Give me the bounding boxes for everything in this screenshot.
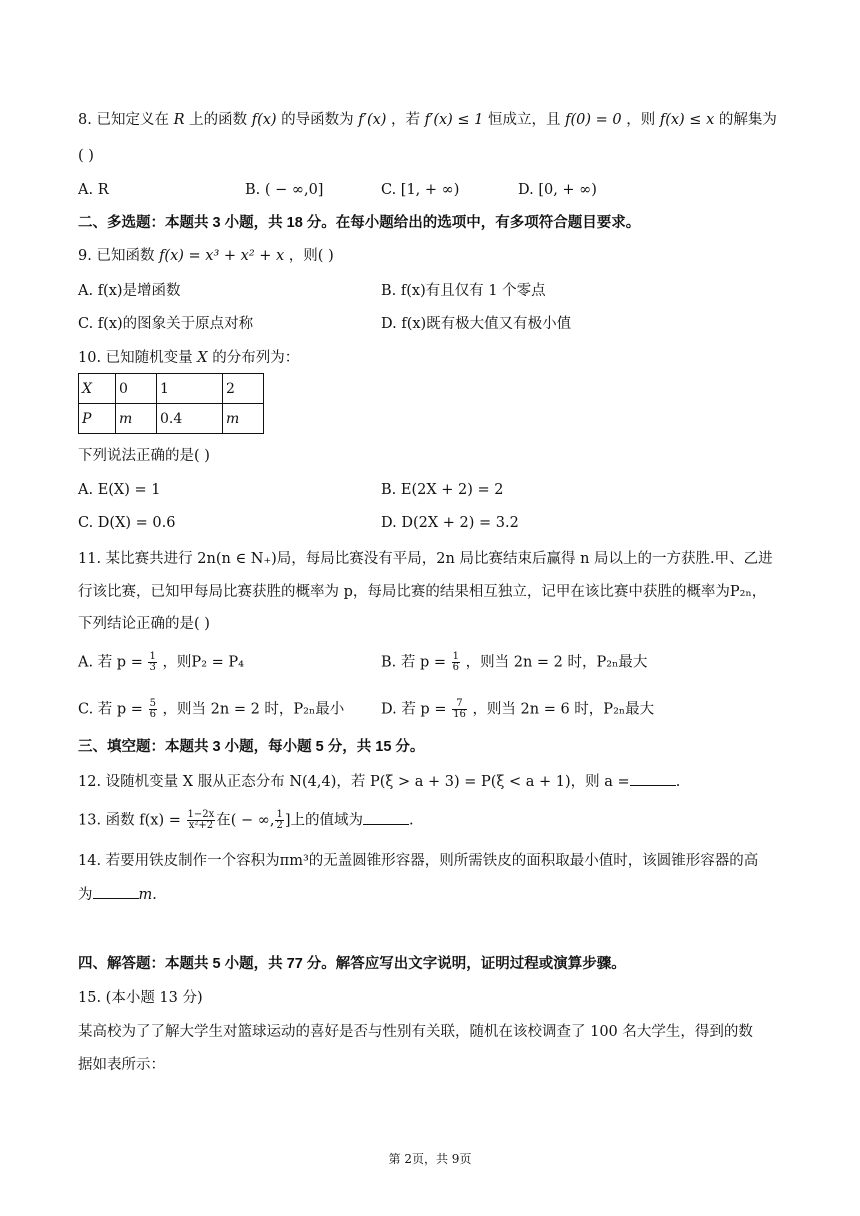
q13-text: 在( − ∞, [216, 812, 275, 829]
q10-stem [78, 348, 299, 368]
table-cell: 2 [223, 374, 264, 404]
denominator: 3 [149, 662, 156, 673]
q10-option-c: C. D(X) = 0.6 [78, 515, 176, 531]
table-cell: 1 [157, 374, 223, 404]
q11-option-b [381, 652, 647, 673]
q8-ineq: f(x) ≤ x [659, 112, 715, 128]
q10-option-b: B. E(2X + 2) = 2 [381, 482, 504, 498]
denominator: 2 [276, 820, 283, 831]
q11-option-c [78, 699, 344, 720]
option-text: ，则P₂ = P₄ [162, 654, 244, 671]
q12-stem [78, 772, 680, 792]
q13-text: 13. 函数 f(x) = [78, 812, 181, 829]
option-text: D. 若 p = [381, 701, 447, 718]
q8-f0: f(0) = 0 [565, 112, 622, 128]
option-text: ，则当 2n = 2 时，P₂ₙ最小 [162, 701, 345, 718]
q10-question: 下列说法正确的是( ) [78, 448, 210, 464]
numerator: 1−2x [187, 809, 215, 820]
fraction [187, 810, 216, 831]
q15-line2: 据如表所示： [78, 1057, 165, 1073]
numerator: 7 [452, 699, 467, 710]
section-heading-fill: 三、填空题：本题共 3 小题，每小题 5 分，共 15 分。 [78, 739, 425, 755]
q11-option-a [78, 652, 244, 673]
fraction [452, 699, 467, 720]
q10-option-a: A. E(X) = 1 [78, 482, 161, 498]
q14-line2 [78, 885, 157, 905]
q10-text: 的分布列为： [212, 350, 300, 366]
q8-set-r: R [173, 112, 185, 128]
fraction [149, 699, 157, 720]
answer-blank [93, 886, 139, 899]
q14-text: 为 [78, 887, 93, 903]
table-cell: m [116, 404, 157, 434]
q9-option-d: D. f(x)既有极大值又有极小值 [381, 316, 572, 332]
option-text: A. 若 p = [78, 654, 143, 671]
table-cell: X [79, 374, 116, 404]
q9-option-a: A. f(x)是增函数 [78, 283, 181, 299]
q8-fx: f(x) [251, 112, 277, 128]
q8-text: 的导函数为 [281, 112, 354, 128]
fraction [452, 652, 460, 673]
q13-text: ]上的值域为 [284, 812, 364, 829]
q13-stem [78, 810, 414, 831]
q9-option-b: B. f(x)有且仅有 1 个零点 [381, 283, 546, 299]
q11-line1: 11. 某比赛共进行 2n(n ∈ N₊)局，每局比赛没有平局，2n 局比赛结束后赢得 n 局以上的一方获胜.甲、乙进 [78, 551, 773, 567]
fraction [148, 652, 156, 673]
option-text: C. 若 p = [78, 701, 143, 718]
fraction [275, 810, 283, 831]
option-text: B. 若 p = [381, 654, 447, 671]
q8-text: ，则 [626, 112, 656, 128]
q11-option-d [381, 699, 654, 720]
q10-text: 10. 已知随机变量 [78, 350, 193, 366]
section-heading-multi: 二、多选题：本题共 3 小题，共 18 分。在每小题给出的选项中，有多项符合题目要求。 [78, 215, 641, 231]
q8-text: 恒成立，且 [488, 112, 561, 128]
numerator: 5 [149, 698, 156, 709]
q15-line1: 某高校为了了解大学生对篮球运动的喜好是否与性别有关联，随机在该校调查了 100 名大学生，得到的数 [78, 1024, 753, 1040]
q8-option-b: B. ( − ∞,0] [245, 182, 324, 198]
q9-text: 9. 已知函数 [78, 248, 155, 264]
distribution-table [78, 373, 264, 434]
section-heading-solve: 四、解答题：本题共 5 小题，共 77 分。解答应写出文字说明，证明过程或演算步骤。 [78, 956, 626, 972]
q8-cond: f′(x) ≤ 1 [424, 112, 484, 128]
q10-var: X [197, 350, 208, 366]
q8-line1 [78, 110, 777, 130]
q15-head: 15. (本小题 13 分) [78, 990, 203, 1006]
table-cell: P [79, 404, 116, 434]
q8-text: 的解集为 [718, 112, 777, 128]
page-footer: 第 2页，共 9页 [388, 1152, 472, 1166]
q12-text: . [675, 774, 681, 790]
q14-unit: m. [138, 887, 157, 903]
q8-option-a: A. R [78, 182, 109, 198]
table-cell: m [223, 404, 264, 434]
q13-text: . [409, 812, 414, 829]
denominator: 16 [453, 709, 466, 720]
q9-text: ，则( ) [288, 248, 334, 264]
q8-text: 8. 已知定义在 [78, 112, 169, 128]
q10-option-d: D. D(2X + 2) = 3.2 [381, 515, 519, 531]
option-text: ，则当 2n = 6 时，P₂ₙ最大 [472, 701, 655, 718]
q14-line1: 14. 若要用铁皮制作一个容积为πm³的无盖圆锥形容器，则所需铁皮的面积取最小值时，该圆锥形容器的高 [78, 853, 759, 869]
q8-option-c: C. [1, + ∞) [381, 182, 460, 198]
q11-line2: 行该比赛，已知甲每局比赛获胜的概率为 p，每局比赛的结果相互独立，记甲在该比赛中获胜的概率为P₂ₙ， [78, 584, 767, 600]
denominator: x²+2 [188, 820, 214, 831]
q8-option-d: D. [0, + ∞) [518, 182, 597, 198]
numerator: 1 [149, 651, 156, 662]
q8-fpx: f′(x) [358, 112, 387, 128]
table-row [79, 374, 264, 404]
answer-blank [630, 773, 676, 786]
table-row [79, 404, 264, 434]
q8-text: ，若 [391, 112, 421, 128]
table-cell: 0.4 [157, 404, 223, 434]
q8-paren: ( ) [78, 148, 94, 164]
q9-option-c: C. f(x)的图象关于原点对称 [78, 316, 254, 332]
denominator: 6 [149, 709, 156, 720]
table-cell: 0 [116, 374, 157, 404]
numerator: 1 [276, 809, 283, 820]
answer-blank [363, 812, 409, 825]
q11-line3: 下列结论正确的是( ) [78, 616, 210, 632]
numerator: 1 [452, 651, 460, 662]
option-text: ，则当 2n = 2 时，P₂ₙ最大 [465, 654, 648, 671]
denominator: 6 [452, 662, 460, 673]
q9-expr: f(x) = x³ + x² + x [159, 248, 285, 264]
q8-text: 上的函数 [189, 112, 248, 128]
q9-stem [78, 246, 334, 266]
q12-text: 12. 设随机变量 X 服从正态分布 N(4,4)，若 P(ξ > a + 3) = P(ξ < a + 1)，则 a = [78, 774, 630, 790]
